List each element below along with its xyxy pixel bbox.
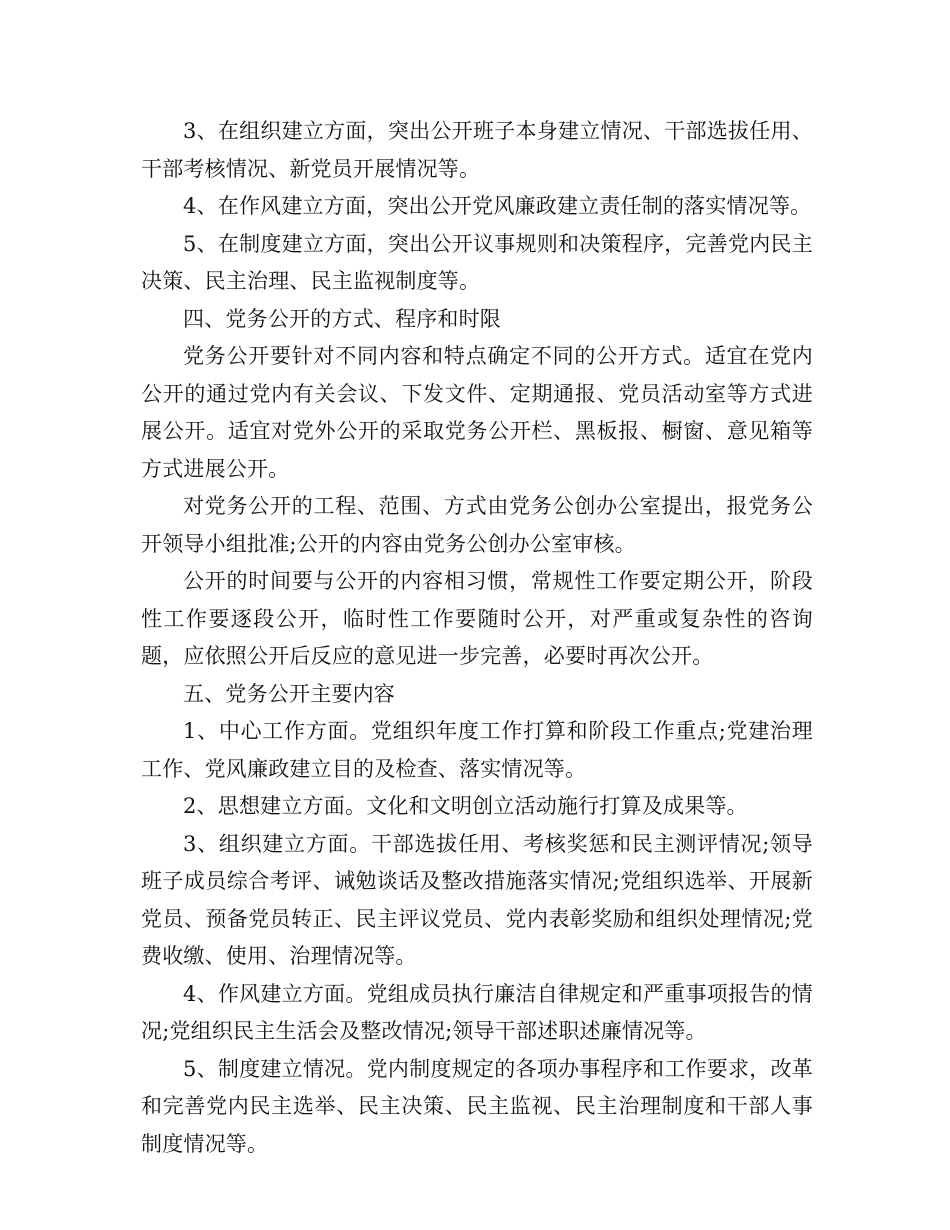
paragraph-style-building: 4、在作风建立方面，突出公开党风廉政建立责任制的落实情况等。 — [183, 194, 812, 218]
paragraph-timing: 公开的时间要与公开的内容相习惯，常规性工作要定期公开，阶段性工作要逐段公开，临时性工作要随时公开，对严重或复杂性的咨询题，应依照公开后反应的意见进一步完善，必要时再次公开。 — [141, 569, 813, 668]
paragraph-ideology: 2、思想建立方面。文化和文明创立活动施行打算及成果等。 — [183, 794, 748, 818]
section-heading-methods: 四、党务公开的方式、程序和时限 — [183, 306, 501, 331]
paragraph-approval: 对党务公开的工程、范围、方式由党务公创办公室提出，报党务公开领导小组批准;公开的内容由党务公创办公室审核。 — [141, 494, 813, 556]
paragraph-system-building: 5、在制度建立方面，突出公开议事规则和决策程序，完善党内民主决策、民主治理、民主监视制度等。 — [141, 231, 813, 293]
paragraph-organization: 3、组织建立方面。干部选拔任用、考核奖惩和民主测评情况;领导班子成员综合考评、诫勉谈话及整改措施落实情况;党组织选举、开展新党员、预备党员转正、民主评议党员、党内表彰奖励和组织处理情况;党费收缴、使用、治理情况等。 — [141, 831, 813, 968]
document-body — [141, 113, 813, 1163]
paragraph-work-style: 4、作风建立方面。党组成员执行廉洁自律规定和严重事项报告的情况;党组织民主生活会及整改情况;领导干部述职述廉情况等。 — [141, 981, 813, 1043]
paragraph-system: 5、制度建立情况。党内制度规定的各项办事程序和工作要求，改革和完善党内民主选举、民主决策、民主监视、民主治理制度和干部人事制度情况等。 — [141, 1056, 813, 1156]
paragraph-org-building: 3、在组织建立方面，突出公开班子本身建立情况、干部选拔任用、干部考核情况、新党员开展情况等。 — [141, 119, 813, 181]
paragraph-methods: 党务公开要针对不同内容和特点确定不同的公开方式。适宜在党内公开的通过党内有关会议、下发文件、定期通报、党员活动室等方式进展公开。适宜对党外公开的采取党务公开栏、黑板报、橱窗、意见箱等方式进展公开。 — [141, 344, 813, 481]
section-heading-main-content: 五、党务公开主要内容 — [183, 681, 395, 706]
paragraph-central-work: 1、中心工作方面。党组织年度工作打算和阶段工作重点;党建治理工作、党风廉政建立目的及检查、落实情况等。 — [141, 719, 813, 781]
